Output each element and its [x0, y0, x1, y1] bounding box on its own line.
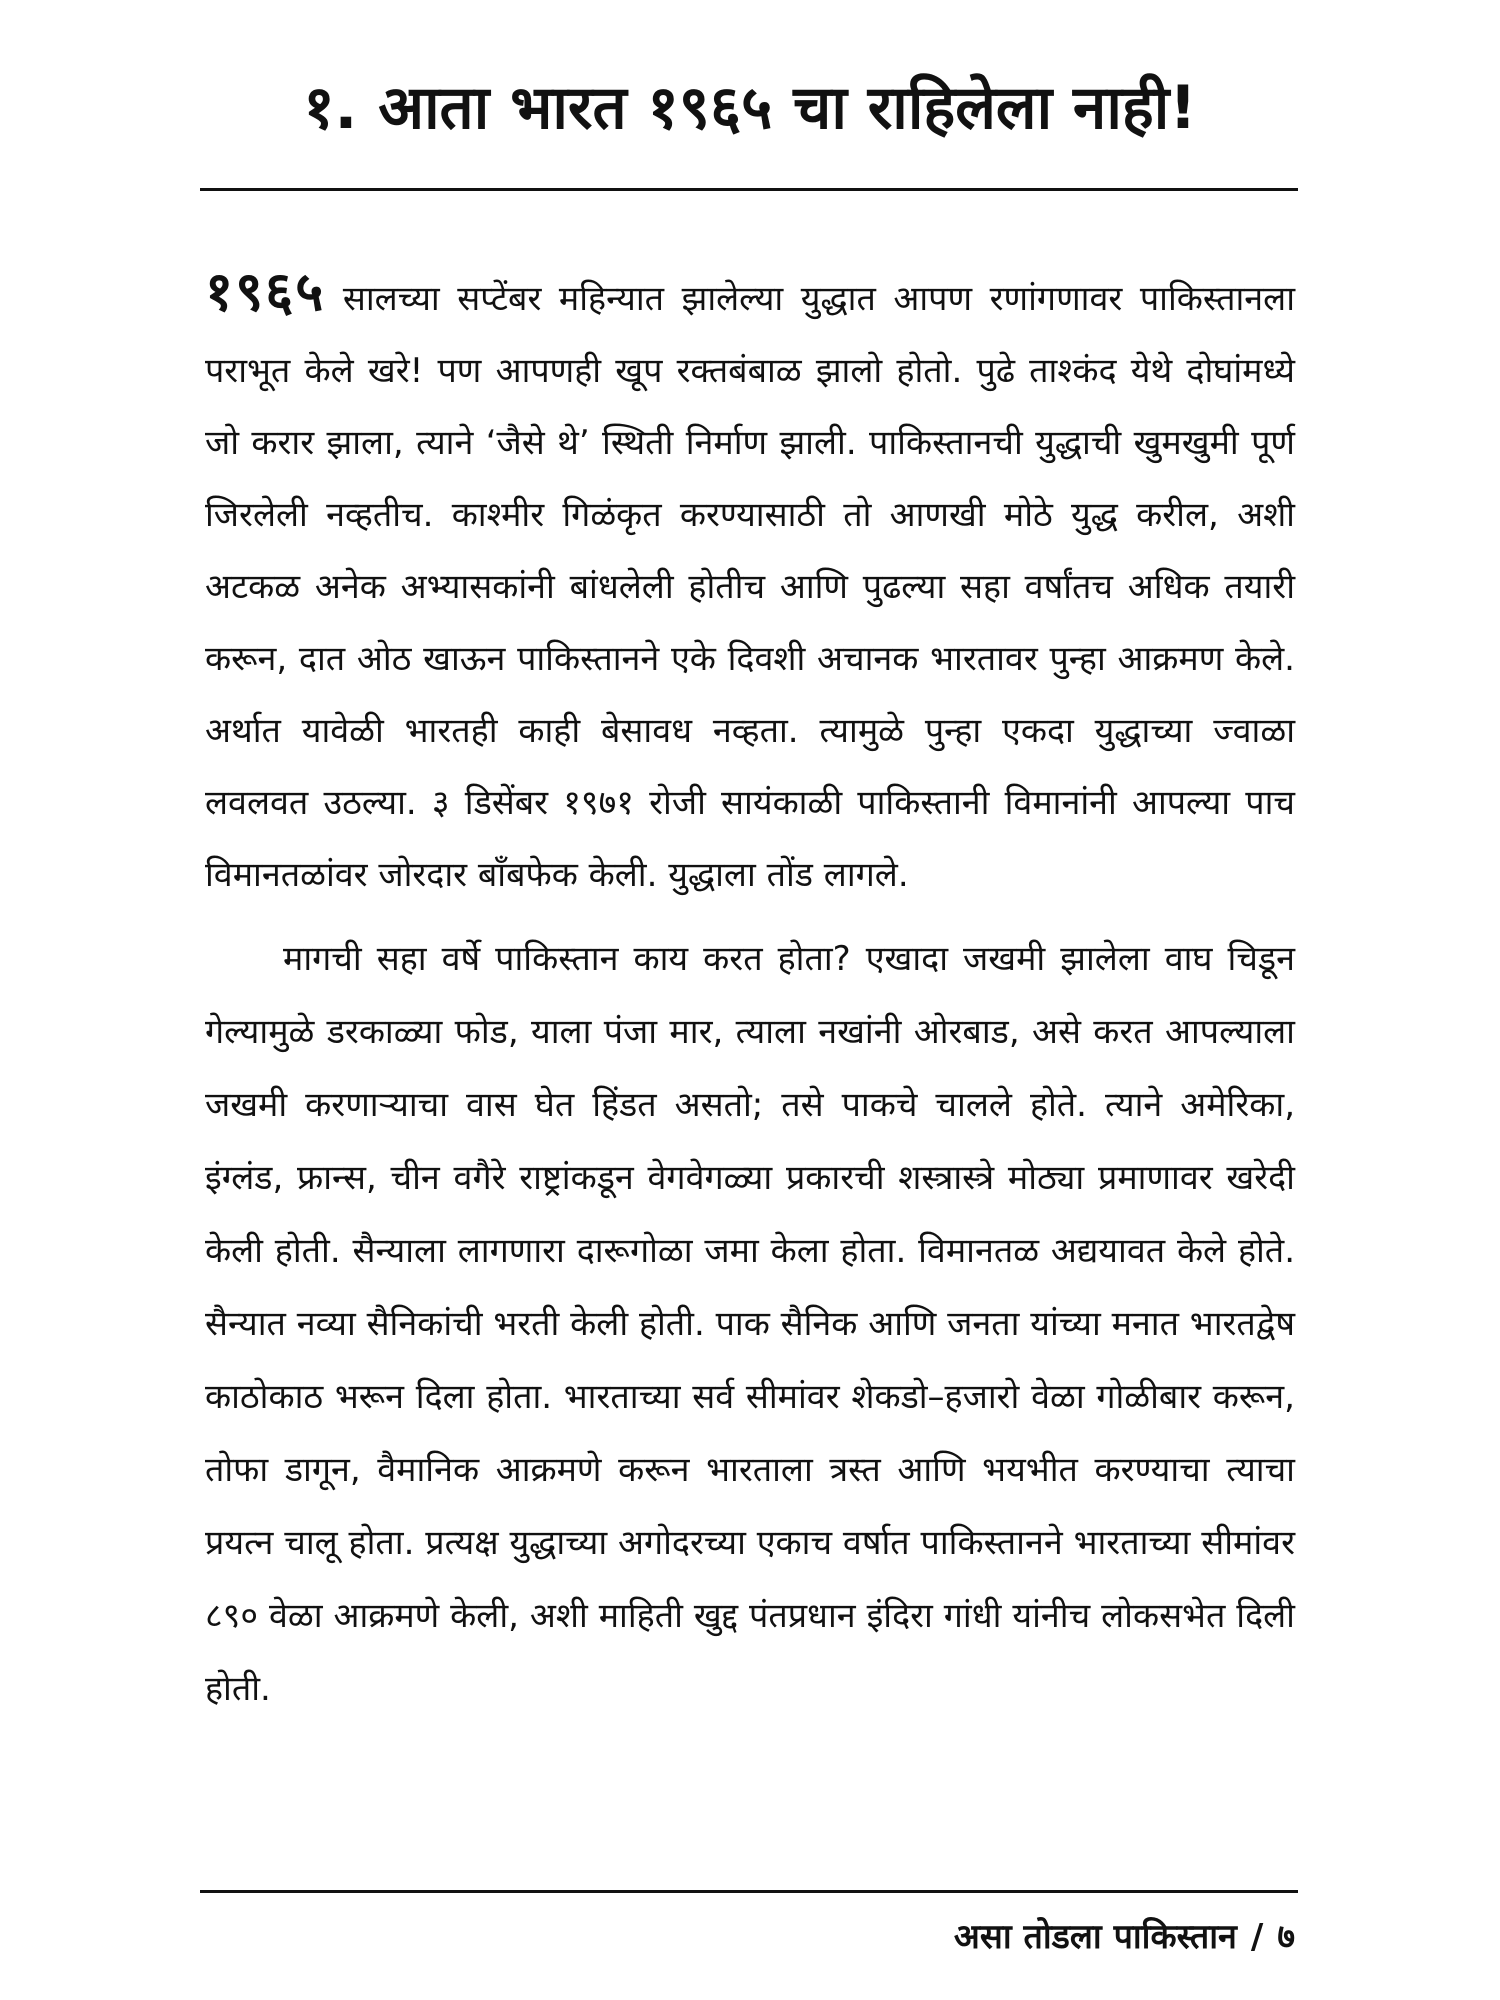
footer-book-title: असा तोडला पाकिस्तान — [953, 1917, 1237, 1957]
bottom-divider — [200, 1890, 1298, 1893]
paragraph-2: मागची सहा वर्षे पाकिस्तान काय करत होता? एखादा जखमी झालेला वाघ चिडून गेल्यामुळे डरकाळ्या फोड, याला पंजा मार, त्याला नखांनी ओरबाड, असे करत आपल्याला जखमी करणाऱ्याचा वास घेत हिंडत असतो; तसे पाकचे चालले होते. त्याने अमेरिका, इंग्लंड, फ्रान्स, चीन वगैरे राष्ट्रांकडून वेगवेगळ्या प्रकारची शस्त्रास्त्रे मोठ्या प्रमाणावर खरेदी केली होती. सैन्याला लागणारा दारूगोळा जमा केला होता. विमानतळ अद्ययावत केले होते. सैन्यात नव्या सैनिकांची भरती केली होती. पाक सैनिक आणि जनता यांच्या मनात भारतद्वेष काठोकाठ भरून दिला होता. भारताच्या सर्व सीमांवर शेकडो–हजारो वेळा गोळीबार करून, तोफा डागून, वैमानिक आक्रमणे करून भारताला त्रस्त आणि भयभीत करण्याचा त्याचा प्रयत्न चालू होता. प्रत्यक्ष युद्धाच्या अगोदरच्या एकाच वर्षात पाकिस्तानने भारताच्या सीमांवर ८९० वेळा आक्रमणे केली, अशी माहिती खुद्द पंतप्रधान इंदिरा गांधी यांनीच लोकसभेत दिली होती. — [205, 939, 1295, 1709]
paragraph-1-text: सालच्या सप्टेंबर महिन्यात झालेल्या युद्धात आपण रणांगणावर पाकिस्तानला पराभूत केले खरे! पण आपणही खूप रक्तबंबाळ झालो होतो. पुढे ताश्कंद येथे दोघांमध्ये जो करार झाला, त्याने ‘जैसे थे’ स्थिती निर्माण झाली. पाकिस्तानची युद्धाची खुमखुमी पूर्ण जिरलेली नव्हतीच. काश्मीर गिळंकृत करण्यासाठी तो आणखी मोठे युद्ध करील, अशी अटकळ अनेक अभ्यासकांनी बांधलेली होतीच आणि पुढल्या सहा वर्षांतच अधिक तयारी करून, दात ओठ खाऊन पाकिस्तानने एके दिवशी अचानक भारतावर पुन्हा आक्रमण केले. अर्थात यावेळी भारतही काही बेसावध नव्हता. त्यामुळे पुन्हा एकदा युद्धाच्या ज्वाळा लवलवत उठल्या. ३ डिसेंबर १९७१ रोजी सायंकाळी पाकिस्तानी विमानांनी आपल्या पाच विमानतळांवर जोरदार बाँबफेक केली. युद्धाला तोंड लागले. — [205, 279, 1295, 895]
dropcap-year: १९६५ — [205, 260, 326, 323]
top-divider — [200, 188, 1298, 191]
paragraph-1 — [205, 256, 1295, 911]
chapter-title: १. आता भारत १९६५ चा राहिलेला नाही! — [303, 73, 1197, 143]
footer-page-number: ७ — [1277, 1917, 1295, 1957]
body-text — [205, 256, 1295, 1738]
footer-separator: / — [1250, 1917, 1264, 1957]
page-footer — [954, 1912, 1295, 1962]
